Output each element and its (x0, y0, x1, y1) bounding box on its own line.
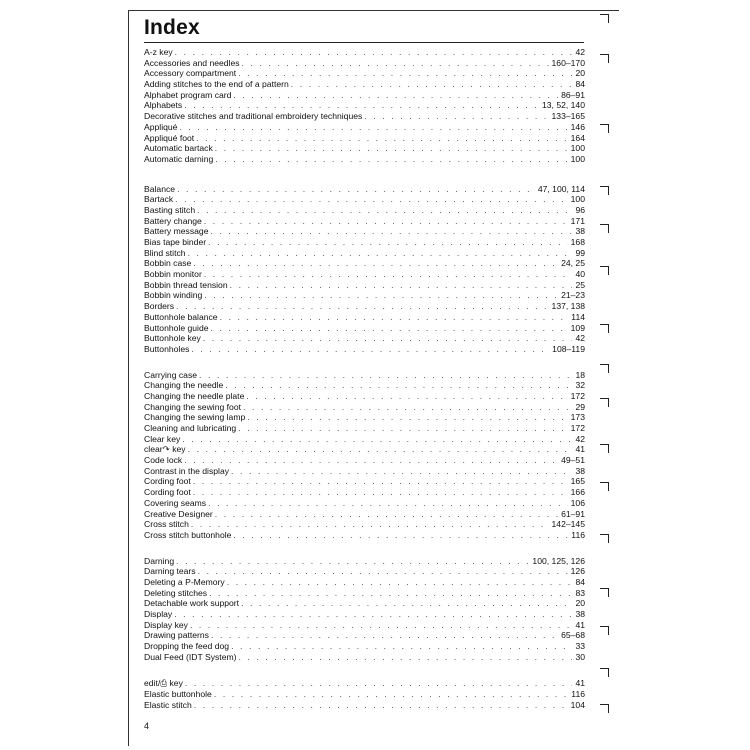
entry-label: Covering seams (144, 497, 207, 508)
index-entry (144, 111, 585, 122)
thumb-tab-icon (600, 482, 609, 491)
entry-label: Cording foot (144, 476, 191, 487)
thumb-tab-icon (600, 364, 609, 373)
entry-label: Deleting a P-Memory (144, 576, 225, 587)
entry-label: Changing the needle (144, 380, 224, 391)
index-entry (144, 556, 585, 567)
dot-leader (197, 205, 572, 216)
entry-pages: 100 (570, 194, 585, 205)
entry-label: Automatic bartack (144, 143, 213, 154)
entry-label: Basting stitch (144, 204, 196, 215)
index-entry (144, 100, 585, 111)
entry-pages: 164 (570, 132, 585, 143)
dot-leader (203, 333, 573, 344)
dot-leader (184, 100, 539, 111)
entry-label: Cross stitch buttonhole (144, 529, 232, 540)
entry-pages: 24, 25 (561, 258, 585, 269)
entry-pages: 38 (575, 465, 585, 476)
thumb-tab-icon (600, 224, 609, 233)
entry-pages: 65–68 (561, 630, 585, 641)
dot-leader (215, 509, 558, 520)
dot-leader (185, 678, 573, 689)
entry-pages: 25 (575, 279, 585, 290)
entry-label: Buttonholes (144, 343, 190, 354)
dot-leader (238, 68, 572, 79)
index-entry (144, 412, 585, 423)
entry-label: Alphabet program card (144, 89, 232, 100)
dot-leader (230, 280, 573, 291)
index-entry (144, 678, 585, 689)
dot-leader (204, 290, 558, 301)
entry-label: Bobbin monitor (144, 269, 202, 280)
entry-pages: 61–91 (561, 508, 585, 519)
index-entry (144, 630, 585, 641)
entry-label: Automatic darning (144, 153, 214, 164)
entry-pages: 86–91 (561, 89, 585, 100)
index-section (144, 184, 585, 355)
entry-pages: 20 (575, 598, 585, 609)
index-entry (144, 620, 585, 631)
dot-leader (246, 391, 567, 402)
entry-label: Buttonhole key (144, 333, 201, 344)
dot-leader (193, 258, 558, 269)
entry-label: Buttonhole balance (144, 311, 218, 322)
index-entry (144, 216, 585, 227)
entry-label: Dual Feed (IDT System) (144, 651, 237, 662)
index-entry (144, 269, 585, 280)
entry-label: Bobbin winding (144, 290, 203, 301)
dot-leader (194, 700, 568, 711)
index-entry (144, 312, 585, 323)
index-entry (144, 258, 585, 269)
entry-label: Accessory compartment (144, 68, 237, 79)
dot-leader (204, 216, 568, 227)
entry-label: Code lock (144, 455, 183, 466)
thumb-tab-icon (600, 186, 609, 195)
entry-pages: 30 (575, 651, 585, 662)
entry-label: Blind stitch (144, 247, 186, 258)
dot-leader (238, 423, 567, 434)
entry-label: Display (144, 609, 173, 619)
index-entry (144, 194, 585, 205)
entry-pages: 160–170 (551, 57, 585, 68)
dot-leader (175, 47, 573, 58)
index-section (144, 678, 585, 710)
entry-pages: 84 (575, 576, 585, 587)
entry-pages: 20 (575, 68, 585, 79)
thumb-tab-icon (600, 324, 609, 333)
entry-pages: 32 (575, 380, 585, 391)
index-entry (144, 380, 585, 391)
entry-pages: 40 (575, 269, 585, 280)
thumb-tab-icon (600, 534, 609, 543)
entry-label: Darning (144, 555, 175, 566)
index-entry (144, 205, 585, 216)
index-entry (144, 344, 585, 355)
index-section (144, 556, 585, 663)
entry-pages: 166 (570, 487, 585, 498)
dot-leader (214, 689, 568, 700)
entry-pages: 104 (570, 699, 585, 710)
entry-pages: 42 (575, 47, 585, 57)
entry-label: Alphabets (144, 100, 183, 111)
entry-label: Buttonhole guide (144, 322, 209, 333)
dot-leader (204, 269, 573, 280)
entry-label: Cleaning and lubricating (144, 423, 237, 433)
entry-label: Clear key (144, 433, 181, 444)
entry-label: Bobbin thread tension (144, 279, 228, 290)
dot-leader (242, 58, 549, 69)
dot-leader (215, 154, 567, 165)
thumb-tab-icon (600, 588, 609, 597)
entry-pages: 171 (570, 215, 585, 226)
index-entry (144, 588, 585, 599)
dot-leader (364, 111, 548, 122)
thumb-tab-icon (600, 14, 609, 23)
entry-label: Battery change (144, 215, 202, 226)
page-title: Index (144, 16, 200, 39)
entry-pages: 165 (570, 476, 585, 487)
dot-leader (231, 466, 572, 477)
dot-leader (215, 143, 568, 154)
index-entry (144, 226, 585, 237)
index-entry (144, 652, 585, 663)
dot-leader (188, 248, 573, 259)
entry-pages: 133–165 (551, 111, 585, 122)
dot-leader (188, 444, 573, 455)
index-entry (144, 122, 585, 133)
dot-leader (233, 90, 558, 101)
thumb-tab-icon (600, 668, 609, 677)
entry-pages: 83 (575, 587, 585, 598)
index-entry (144, 444, 585, 455)
entry-pages: 116 (571, 689, 585, 700)
page-number: 4 (144, 721, 150, 731)
index-entry (144, 498, 585, 509)
entry-label: Cording foot (144, 487, 191, 498)
thumb-tab-column (596, 14, 616, 739)
dot-leader (211, 323, 568, 334)
index-entry (144, 370, 585, 381)
entry-pages: 100 (570, 153, 585, 164)
entry-label: Display key (144, 619, 188, 630)
dot-leader (193, 487, 568, 498)
dot-leader (190, 620, 572, 631)
entry-pages: 99 (575, 247, 585, 258)
entry-pages: 38 (575, 226, 585, 237)
index-entry (144, 476, 585, 487)
index-entry (144, 700, 585, 711)
entry-label: Changing the sewing lamp (144, 412, 246, 423)
dot-leader (241, 598, 572, 609)
entry-label: Creative Designer (144, 508, 213, 519)
entry-label: Dropping the feed dog (144, 641, 230, 652)
entry-label: Elastic stitch (144, 699, 192, 710)
entry-pages: 96 (575, 204, 585, 215)
dot-leader (210, 226, 572, 237)
entry-pages: 173 (570, 412, 585, 423)
dot-leader (247, 412, 567, 423)
dot-leader (291, 79, 573, 90)
entry-label: Drawing patterns (144, 630, 209, 641)
dot-leader (233, 530, 568, 541)
index-entry (144, 391, 585, 402)
entry-label: Balance (144, 183, 176, 194)
index-entry (144, 333, 585, 344)
thumb-tab-icon (600, 444, 609, 453)
entry-label: Bartack (144, 194, 174, 205)
entry-label: Appliqué foot (144, 132, 195, 143)
thumb-tab-icon (600, 124, 609, 133)
index-entry (144, 184, 585, 195)
entry-pages: 100 (570, 143, 585, 154)
entry-pages: 41 (575, 678, 585, 689)
entry-label: Decorative stitches and traditional embroidery techniques (144, 111, 363, 122)
dot-leader (179, 122, 567, 133)
index-entry (144, 519, 585, 530)
entry-label: Contrast in the display (144, 465, 230, 476)
index-entry (144, 466, 585, 477)
entry-pages: 33 (575, 641, 585, 652)
entry-pages: 18 (575, 369, 585, 380)
entry-pages: 106 (570, 497, 585, 508)
index-entry (144, 301, 585, 312)
dot-leader (231, 641, 572, 652)
index-entry (144, 509, 585, 520)
index-entry (144, 133, 585, 144)
thumb-tab-icon (600, 626, 609, 635)
index-entry (144, 154, 585, 165)
entry-label: Bobbin case (144, 258, 192, 269)
index-entry (144, 143, 585, 154)
entry-pages: 41 (575, 444, 585, 455)
entry-pages: 21–23 (561, 290, 585, 301)
thumb-tab-icon (600, 54, 609, 63)
index-entry (144, 58, 585, 69)
dot-leader (209, 588, 572, 599)
index-entry (144, 598, 585, 609)
index-entry (144, 79, 585, 90)
entry-pages: 100, 125, 126 (532, 555, 585, 566)
dot-leader (211, 630, 558, 641)
entry-pages: 172 (570, 423, 585, 433)
entry-pages: 84 (575, 79, 585, 90)
entry-label: Changing the needle plate (144, 390, 245, 401)
index-entry (144, 609, 585, 620)
dot-leader (191, 344, 549, 355)
entry-label: Cross stitch (144, 519, 189, 530)
dot-leader (198, 566, 568, 577)
entry-label: edit/⎙ key (144, 678, 183, 689)
dot-leader (220, 312, 569, 323)
entry-label: clear↷ key (144, 444, 186, 455)
index-entry (144, 566, 585, 577)
index-entry (144, 423, 585, 434)
thumb-tab-icon (600, 266, 609, 275)
dot-leader (176, 556, 529, 567)
entry-pages: 172 (570, 390, 585, 401)
dot-leader (191, 519, 549, 530)
entry-label: Changing the sewing foot (144, 401, 241, 412)
entry-pages: 108–119 (552, 343, 585, 354)
entry-label: Bias tape binder (144, 237, 207, 247)
entry-pages: 116 (571, 529, 585, 540)
entry-pages: 109 (570, 322, 585, 333)
index-entry (144, 237, 585, 248)
dot-leader (243, 402, 572, 413)
thumb-tab-icon (600, 704, 609, 713)
entry-pages: 114 (571, 311, 585, 322)
entry-pages: 49–51 (561, 455, 585, 466)
entry-pages: 29 (575, 401, 585, 412)
dot-leader (176, 301, 548, 312)
index-entry (144, 68, 585, 79)
index-entry (144, 280, 585, 291)
dot-leader (208, 237, 568, 248)
index-entry (144, 402, 585, 413)
index-entry (144, 487, 585, 498)
dot-leader (208, 498, 568, 509)
entry-pages: 13, 52, 140 (541, 100, 585, 111)
entry-pages: 137, 138 (551, 301, 585, 312)
entry-pages: 38 (575, 609, 585, 619)
index-entry (144, 47, 585, 58)
entry-pages: 168 (570, 237, 585, 247)
entry-pages: 41 (575, 619, 585, 630)
entry-label: Battery message (144, 226, 209, 237)
entry-pages: 47, 100, 114 (537, 183, 585, 194)
thumb-tab-icon (600, 398, 609, 407)
dot-leader (196, 133, 567, 144)
index-entry (144, 248, 585, 259)
entry-pages: 42 (575, 333, 585, 344)
index-entry (144, 530, 585, 541)
entry-label: Deleting stitches (144, 587, 208, 598)
index-entry (144, 641, 585, 652)
dot-leader (225, 380, 572, 391)
entry-pages: 126 (570, 566, 585, 577)
entry-label: Borders (144, 301, 175, 312)
entry-label: Carrying case (144, 369, 198, 380)
index-section (144, 370, 585, 541)
index-entry (144, 323, 585, 334)
index-entry (144, 689, 585, 700)
dot-leader (193, 476, 568, 487)
entry-label: Accessories and needles (144, 57, 240, 68)
entry-pages: 146 (570, 121, 585, 132)
entry-label: Elastic buttonhole (144, 689, 212, 700)
title-divider (144, 42, 584, 43)
entry-pages: 142–145 (551, 519, 585, 530)
index-entry (144, 434, 585, 445)
index-section (144, 47, 585, 165)
entry-pages: 42 (575, 433, 585, 444)
dot-leader (239, 652, 573, 663)
dot-leader (177, 184, 535, 195)
dot-leader (175, 194, 568, 205)
index-entry (144, 455, 585, 466)
entry-label: Adding stitches to the end of a pattern (144, 79, 289, 90)
index-list (144, 47, 585, 711)
entry-label: A-z key (144, 47, 173, 57)
dot-leader (227, 577, 573, 588)
entry-label: Detachable work support (144, 598, 240, 609)
index-entry (144, 290, 585, 301)
dot-leader (182, 434, 572, 445)
dot-leader (184, 455, 558, 466)
dot-leader (174, 609, 572, 620)
dot-leader (199, 370, 572, 381)
entry-label: Appliqué (144, 121, 178, 132)
index-entry (144, 577, 585, 588)
entry-label: Darning tears (144, 566, 196, 577)
index-entry (144, 90, 585, 101)
